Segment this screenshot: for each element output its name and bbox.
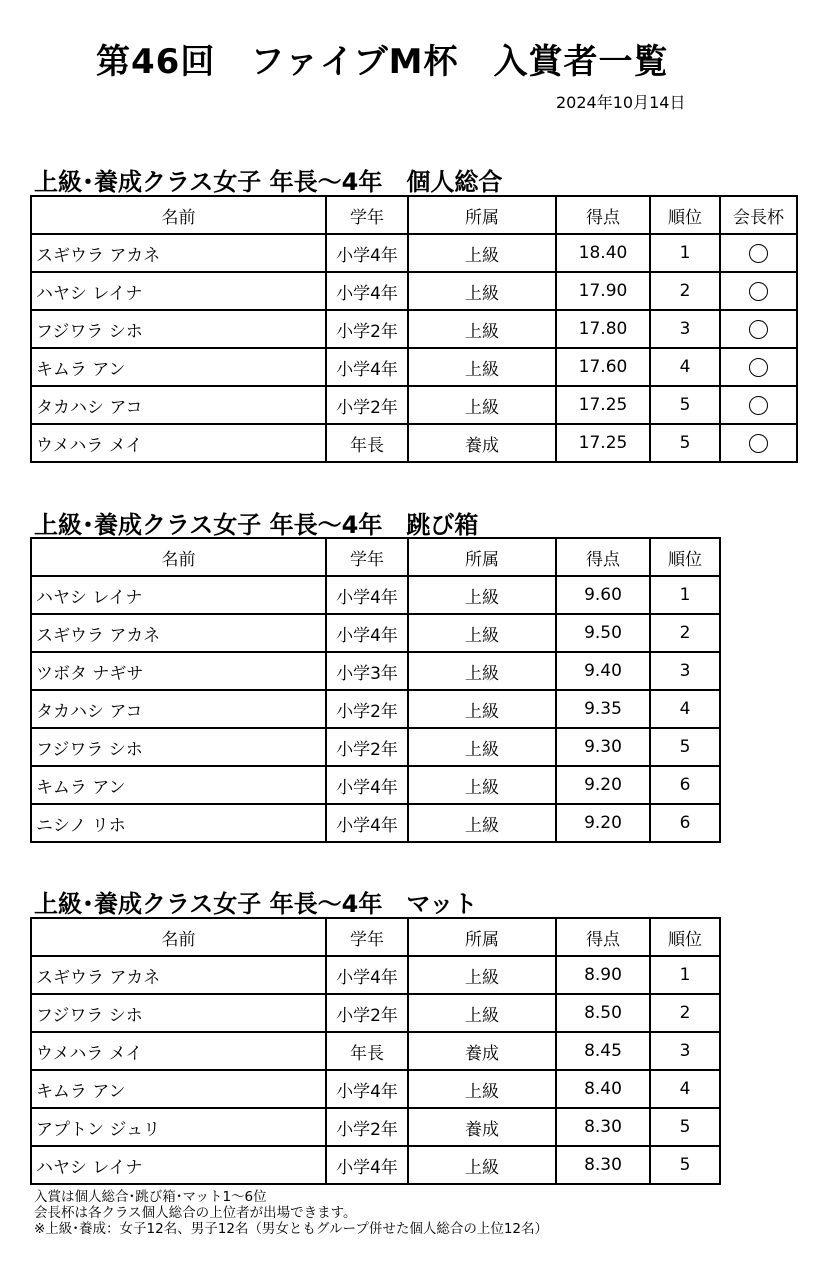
table-row xyxy=(31,728,720,766)
cell-affiliation: 上級 xyxy=(408,310,556,348)
cell-rank: 2 xyxy=(650,614,720,652)
table-row xyxy=(31,1146,720,1184)
results-table-vault xyxy=(30,537,721,843)
cell-rank: 3 xyxy=(650,1032,720,1070)
table-row xyxy=(31,386,797,424)
cell-affiliation: 上級 xyxy=(408,766,556,804)
cell-rank: 5 xyxy=(650,1146,720,1184)
cell-affiliation: 上級 xyxy=(408,348,556,386)
cell-name: タカハシ アコ xyxy=(31,386,326,424)
column-header-grade: 学年 xyxy=(326,918,408,956)
cell-cup xyxy=(720,386,797,424)
section-title-vault: 上級･養成クラス女子 年長～4年 跳び箱 xyxy=(34,511,479,539)
cell-cup xyxy=(720,234,797,272)
cell-score: 9.20 xyxy=(556,804,650,842)
table-header-row xyxy=(31,196,797,234)
cell-grade: 小学4年 xyxy=(326,234,408,272)
cell-name: キムラ アン xyxy=(31,1070,326,1108)
cell-affiliation: 上級 xyxy=(408,690,556,728)
cell-score: 9.40 xyxy=(556,652,650,690)
column-header-score: 得点 xyxy=(556,538,650,576)
results-table-overall xyxy=(30,195,798,463)
cell-affiliation: 養成 xyxy=(408,1108,556,1146)
cell-name: キムラ アン xyxy=(31,348,326,386)
table-row xyxy=(31,804,720,842)
cell-grade: 小学4年 xyxy=(326,272,408,310)
cell-affiliation: 上級 xyxy=(408,576,556,614)
table-row xyxy=(31,424,797,462)
cell-grade: 小学4年 xyxy=(326,766,408,804)
cell-score: 8.50 xyxy=(556,994,650,1032)
cell-name: ハヤシ レイナ xyxy=(31,1146,326,1184)
column-header-affiliation: 所属 xyxy=(408,196,556,234)
cell-rank: 5 xyxy=(650,386,720,424)
table-row xyxy=(31,994,720,1032)
cell-score: 17.60 xyxy=(556,348,650,386)
cell-grade: 小学2年 xyxy=(326,310,408,348)
cell-affiliation: 上級 xyxy=(408,1070,556,1108)
cell-rank: 5 xyxy=(650,1108,720,1146)
cell-score: 17.25 xyxy=(556,424,650,462)
column-header-name: 名前 xyxy=(31,538,326,576)
cell-score: 8.40 xyxy=(556,1070,650,1108)
column-header-name: 名前 xyxy=(31,918,326,956)
cell-score: 8.90 xyxy=(556,956,650,994)
table-header-row xyxy=(31,538,720,576)
table-row xyxy=(31,234,797,272)
cell-score: 17.25 xyxy=(556,386,650,424)
circle-mark-icon xyxy=(749,434,768,453)
table-row xyxy=(31,272,797,310)
column-header-rank: 順位 xyxy=(650,538,720,576)
cell-rank: 3 xyxy=(650,652,720,690)
cell-grade: 小学2年 xyxy=(326,1108,408,1146)
cell-affiliation: 養成 xyxy=(408,1032,556,1070)
cell-score: 9.50 xyxy=(556,614,650,652)
cell-grade: 小学4年 xyxy=(326,348,408,386)
circle-mark-icon xyxy=(749,244,768,263)
cell-grade: 小学2年 xyxy=(326,386,408,424)
column-header-grade: 学年 xyxy=(326,538,408,576)
section-title-mat: 上級･養成クラス女子 年長～4年 マット xyxy=(34,890,478,918)
cell-grade: 年長 xyxy=(326,424,408,462)
table-row xyxy=(31,1108,720,1146)
cell-name: ニシノ リホ xyxy=(31,804,326,842)
cell-rank: 6 xyxy=(650,804,720,842)
cell-affiliation: 上級 xyxy=(408,234,556,272)
cell-grade: 小学2年 xyxy=(326,728,408,766)
circle-mark-icon xyxy=(749,320,768,339)
circle-mark-icon xyxy=(749,396,768,415)
results-table-mat xyxy=(30,917,721,1185)
cell-rank: 4 xyxy=(650,1070,720,1108)
cell-grade: 小学2年 xyxy=(326,994,408,1032)
cell-score: 17.80 xyxy=(556,310,650,348)
cell-name: ツボタ ナギサ xyxy=(31,652,326,690)
column-header-cup: 会長杯 xyxy=(720,196,797,234)
cell-name: スギウラ アカネ xyxy=(31,956,326,994)
page-title: 第46回 ファイブM杯 入賞者一覧 xyxy=(96,42,669,82)
cell-name: フジワラ シホ xyxy=(31,728,326,766)
cell-rank: 1 xyxy=(650,956,720,994)
table-row xyxy=(31,576,720,614)
cell-rank: 5 xyxy=(650,424,720,462)
cell-rank: 3 xyxy=(650,310,720,348)
circle-mark-icon xyxy=(749,282,768,301)
table-row xyxy=(31,614,720,652)
cell-affiliation: 上級 xyxy=(408,614,556,652)
cell-score: 8.30 xyxy=(556,1146,650,1184)
cell-rank: 4 xyxy=(650,348,720,386)
cell-affiliation: 上級 xyxy=(408,272,556,310)
section-title-overall: 上級･養成クラス女子 年長～4年 個人総合 xyxy=(34,168,503,196)
cell-grade: 小学2年 xyxy=(326,690,408,728)
cell-rank: 1 xyxy=(650,234,720,272)
cell-grade: 小学4年 xyxy=(326,1146,408,1184)
cell-affiliation: 上級 xyxy=(408,1146,556,1184)
column-header-score: 得点 xyxy=(556,918,650,956)
footnote-line: 入賞は個人総合･跳び箱･マット1～6位 xyxy=(34,1189,267,1205)
cell-name: スギウラ アカネ xyxy=(31,614,326,652)
footnotes xyxy=(34,1189,548,1237)
cell-score: 9.35 xyxy=(556,690,650,728)
cell-affiliation: 上級 xyxy=(408,804,556,842)
cell-grade: 小学4年 xyxy=(326,576,408,614)
cell-name: タカハシ アコ xyxy=(31,690,326,728)
cell-grade: 小学4年 xyxy=(326,804,408,842)
cell-affiliation: 上級 xyxy=(408,386,556,424)
column-header-rank: 順位 xyxy=(650,196,720,234)
circle-mark-icon xyxy=(749,358,768,377)
document-date: 2024年10月14日 xyxy=(556,93,686,112)
cell-name: ウメハラ メイ xyxy=(31,1032,326,1070)
column-header-affiliation: 所属 xyxy=(408,918,556,956)
cell-score: 9.20 xyxy=(556,766,650,804)
footnote-line: ※上級･養成：女子12名、男子12名（男女ともグループ併せた個人総合の上位12名） xyxy=(34,1221,549,1237)
table-row xyxy=(31,348,797,386)
cell-grade: 小学4年 xyxy=(326,956,408,994)
cell-rank: 2 xyxy=(650,272,720,310)
cell-score: 17.90 xyxy=(556,272,650,310)
cell-grade: 小学4年 xyxy=(326,1070,408,1108)
table-row xyxy=(31,1032,720,1070)
cell-affiliation: 上級 xyxy=(408,652,556,690)
cell-name: キムラ アン xyxy=(31,766,326,804)
cell-name: ウメハラ メイ xyxy=(31,424,326,462)
column-header-grade: 学年 xyxy=(326,196,408,234)
cell-affiliation: 上級 xyxy=(408,728,556,766)
cell-score: 8.30 xyxy=(556,1108,650,1146)
table-row xyxy=(31,766,720,804)
cell-affiliation: 養成 xyxy=(408,424,556,462)
cell-name: ハヤシ レイナ xyxy=(31,272,326,310)
cell-affiliation: 上級 xyxy=(408,994,556,1032)
cell-score: 9.30 xyxy=(556,728,650,766)
footnote-line: 会長杯は各クラス個人総合の上位者が出場できます。 xyxy=(34,1205,357,1221)
cell-grade: 小学3年 xyxy=(326,652,408,690)
column-header-rank: 順位 xyxy=(650,918,720,956)
cell-grade: 年長 xyxy=(326,1032,408,1070)
cell-rank: 5 xyxy=(650,728,720,766)
cell-cup xyxy=(720,310,797,348)
table-row xyxy=(31,1070,720,1108)
table-row xyxy=(31,652,720,690)
cell-rank: 2 xyxy=(650,994,720,1032)
cell-cup xyxy=(720,348,797,386)
table-row xyxy=(31,690,720,728)
cell-name: フジワラ シホ xyxy=(31,994,326,1032)
cell-cup xyxy=(720,272,797,310)
column-header-affiliation: 所属 xyxy=(408,538,556,576)
table-header-row xyxy=(31,918,720,956)
cell-score: 9.60 xyxy=(556,576,650,614)
cell-rank: 6 xyxy=(650,766,720,804)
cell-rank: 1 xyxy=(650,576,720,614)
cell-score: 18.40 xyxy=(556,234,650,272)
cell-grade: 小学4年 xyxy=(326,614,408,652)
cell-name: ハヤシ レイナ xyxy=(31,576,326,614)
cell-name: スギウラ アカネ xyxy=(31,234,326,272)
cell-name: フジワラ シホ xyxy=(31,310,326,348)
cell-cup xyxy=(720,424,797,462)
cell-name: アプトン ジュリ xyxy=(31,1108,326,1146)
table-row xyxy=(31,956,720,994)
cell-score: 8.45 xyxy=(556,1032,650,1070)
column-header-score: 得点 xyxy=(556,196,650,234)
table-row xyxy=(31,310,797,348)
column-header-name: 名前 xyxy=(31,196,326,234)
cell-rank: 4 xyxy=(650,690,720,728)
cell-affiliation: 上級 xyxy=(408,956,556,994)
